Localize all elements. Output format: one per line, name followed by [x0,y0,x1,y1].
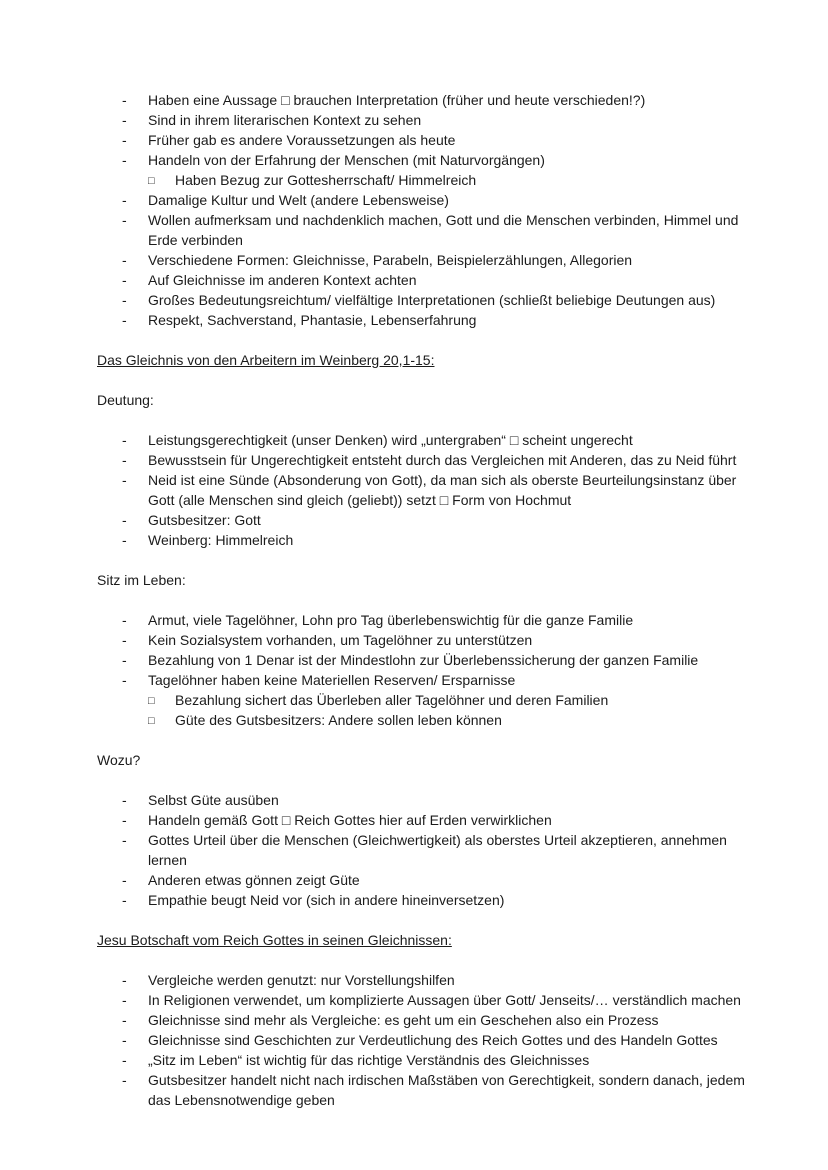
list-item-text: Sind in ihrem literarischen Kontext zu sehen [148,112,422,128]
list-item [97,470,748,510]
dash-bullet: - [122,312,127,328]
list-item-text: Respekt, Sachverstand, Phantasie, Lebenserfahrung [148,312,477,328]
sitz-bullet-list [97,610,748,730]
dash-bullet: - [122,872,127,888]
dash-bullet: - [122,992,127,1008]
list-item-text: Verschiedene Formen: Gleichnisse, Parabeln, Beispielerzählungen, Allegorien [148,252,633,268]
list-item [97,1070,748,1110]
list-item-text: Weinberg: Himmelreich [148,532,294,548]
list-item [97,270,748,290]
dash-bullet: - [122,132,127,148]
list-item [97,1030,748,1050]
dash-bullet: - [122,92,127,108]
list-item-text: Gutsbesitzer: Gott [148,512,261,528]
list-item [97,830,748,870]
list-item-text: Güte des Gutsbesitzers: Andere sollen leben können [175,712,502,728]
list-item-text: Haben Bezug zur Gottesherrschaft/ Himmelreich [175,172,477,188]
list-item [97,810,748,830]
list-item [97,970,748,990]
dash-bullet: - [122,472,127,488]
list-item [97,130,748,150]
box-bullet-icon: □ [148,695,155,707]
list-item-text: Gleichnisse sind Geschichten zur Verdeutlichung des Reich Gottes und des Handeln Gottes [148,1032,718,1048]
dash-bullet: - [122,212,127,228]
list-item [97,510,748,530]
subheading-sitz-im-leben: Sitz im Leben: [97,572,186,588]
list-item [97,1050,748,1070]
dash-bullet: - [122,892,127,908]
dash-bullet: - [122,112,127,128]
dash-bullet: - [122,452,127,468]
deutung-bullet-list [97,430,748,550]
list-item-text: Bewusstsein für Ungerechtigkeit entsteht durch das Vergleichen mit Anderen, das zu Neid führt [148,452,737,468]
list-item [97,310,748,330]
list-item [97,630,748,650]
dash-bullet: - [122,292,127,308]
dash-bullet: - [122,832,127,848]
list-item [97,110,748,130]
list-item [97,190,748,210]
dash-bullet: - [122,252,127,268]
list-item [97,450,748,470]
list-item-text: Handeln von der Erfahrung der Menschen (mit Naturvorgängen) [148,152,545,168]
list-sub-item [97,170,748,190]
box-bullet-icon: □ [148,715,155,727]
list-item [97,650,748,670]
list-item [97,670,748,690]
list-item-text: Selbst Güte ausüben [148,792,279,808]
wozu-bullet-list [97,790,748,910]
list-item-text: Gutsbesitzer handelt nicht nach irdischen Maßstäben von Gerechtigkeit, sondern danach, jedem das Lebensnotwendige geben [148,1072,745,1108]
list-item [97,990,748,1010]
dash-bullet: - [122,272,127,288]
list-item-text: Bezahlung sichert das Überleben aller Tagelöhner und deren Familien [175,692,609,708]
dash-bullet: - [122,152,127,168]
dash-bullet: - [122,812,127,828]
dash-bullet: - [122,192,127,208]
list-item-text: Gleichnisse sind mehr als Vergleiche: es geht um ein Geschehen also ein Prozess [148,1012,659,1028]
dash-bullet: - [122,1032,127,1048]
list-item-text: Empathie beugt Neid vor (sich in andere hineinversetzen) [148,892,505,908]
dash-bullet: - [122,652,127,668]
subheading-wozu: Wozu? [97,752,141,768]
dash-bullet: - [122,432,127,448]
list-item-text: Vergleiche werden genutzt: nur Vorstellungshilfen [148,972,455,988]
list-item-text: Früher gab es andere Voraussetzungen als heute [148,132,456,148]
list-item [97,890,748,910]
dash-bullet: - [122,792,127,808]
list-item-text: Bezahlung von 1 Denar ist der Mindestlohn zur Überlebenssicherung der ganzen Familie [148,652,699,668]
intro-bullet-list [97,90,748,330]
list-item-text: Armut, viele Tagelöhner, Lohn pro Tag überlebenswichtig für die ganze Familie [148,612,634,628]
list-item [97,610,748,630]
dash-bullet: - [122,612,127,628]
list-item-text: Neid ist eine Sünde (Absonderung von Gott), da man sich als oberste Beurteilungsinstanz über Gott (alle Menschen sind gleich (geliebt)) setzt □ Form von Hochmut [148,472,737,508]
list-item-text: Anderen etwas gönnen zeigt Güte [148,872,360,888]
list-item-text: Auf Gleichnisse im anderen Kontext achten [148,272,417,288]
subheading-deutung: Deutung: [97,392,154,408]
list-item-text: Haben eine Aussage □ brauchen Interpretation (früher und heute verschieden!?) [148,92,646,108]
dash-bullet: - [122,672,127,688]
list-item [97,250,748,270]
list-item [97,90,748,110]
dash-bullet: - [122,1072,127,1088]
list-item-text: Damalige Kultur und Welt (andere Lebensweise) [148,192,449,208]
list-item-text: Wollen aufmerksam und nachdenklich machen, Gott und die Menschen verbinden, Himmel und Erde verbinden [148,212,739,248]
list-sub-item [97,690,748,710]
list-item [97,290,748,310]
dash-bullet: - [122,632,127,648]
list-item [97,530,748,550]
list-item-text: Kein Sozialsystem vorhanden, um Tagelöhner zu unterstützen [148,632,533,648]
dash-bullet: - [122,1052,127,1068]
list-item [97,430,748,450]
list-item-text: Tagelöhner haben keine Materiellen Reserven/ Ersparnisse [148,672,516,688]
dash-bullet: - [122,972,127,988]
botschaft-bullet-list [97,970,748,1110]
box-bullet-icon: □ [148,175,155,187]
dash-bullet: - [122,1012,127,1028]
list-item-text: „Sitz im Leben“ ist wichtig für das richtige Verständnis des Gleichnisses [148,1052,590,1068]
section-heading-botschaft: Jesu Botschaft vom Reich Gottes in seinen Gleichnissen: [97,932,452,948]
list-item-text: Handeln gemäß Gott □ Reich Gottes hier auf Erden verwirklichen [148,812,552,828]
list-item-text: Gottes Urteil über die Menschen (Gleichwertigkeit) als oberstes Urteil akzeptieren, annehmen lernen [148,832,727,868]
list-sub-item [97,710,748,730]
list-item [97,150,748,170]
list-item-text: In Religionen verwendet, um komplizierte Aussagen über Gott/ Jenseits/… verständlich machen [148,992,741,1008]
dash-bullet: - [122,532,127,548]
list-item-text: Großes Bedeutungsreichtum/ vielfältige Interpretationen (schließt beliebige Deutungen aus) [148,292,716,308]
list-item [97,790,748,810]
dash-bullet: - [122,512,127,528]
list-item [97,210,748,250]
list-item [97,1010,748,1030]
list-item [97,870,748,890]
list-item-text: Leistungsgerechtigkeit (unser Denken) wird „untergraben“ □ scheint ungerecht [148,432,633,448]
section-heading-weinberg: Das Gleichnis von den Arbeitern im Weinberg 20,1-15: [97,352,435,368]
